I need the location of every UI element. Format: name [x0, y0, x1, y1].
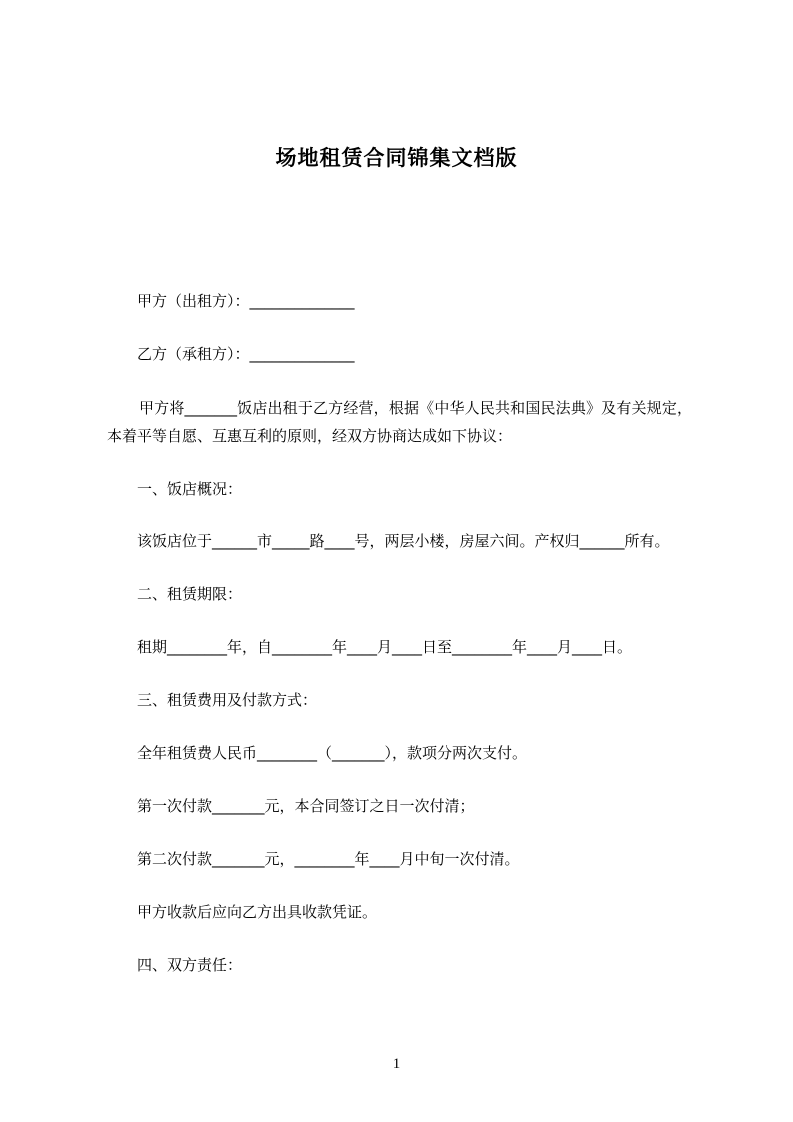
section-4-heading: 四、双方责任：: [137, 956, 243, 974]
party-a-line: 甲方（出租方）：______________: [137, 292, 355, 310]
section-3-line-4: 甲方收款后应向乙方出具收款凭证。: [137, 903, 378, 921]
section-3-line-3: 第二次付款_______元，________年____月中旬一次付清。: [137, 850, 520, 868]
section-3-line-1: 全年租赁费人民币________（_______），款项分两次支付。: [137, 744, 528, 762]
section-3-heading: 三、租赁费用及付款方式：: [137, 691, 318, 709]
section-2-heading: 二、租赁期限：: [137, 585, 243, 603]
party-b-line: 乙方（承租方）：______________: [137, 345, 355, 363]
section-1-body: 该饭店位于______市_____路____号，两层小楼，房屋六间。产权归______所有。: [137, 532, 670, 550]
section-2-body: 租期________年，自________年____月____日至________年____月____日。: [137, 638, 633, 656]
section-3-line-2: 第一次付款_______元，本合同签订之日一次付清；: [137, 797, 475, 815]
page-number: 1: [392, 1056, 401, 1072]
document-title: 场地租赁合同锦集文档版: [275, 146, 518, 170]
section-1-heading: 一、饭店概况：: [137, 480, 243, 498]
intro-paragraph: 甲方将_______饭店出租于乙方经营，根据《中华人民共和国民法典》及有关规定，本着平等自愿、互惠互利的原则，经双方协商达成如下协议：: [107, 399, 692, 445]
